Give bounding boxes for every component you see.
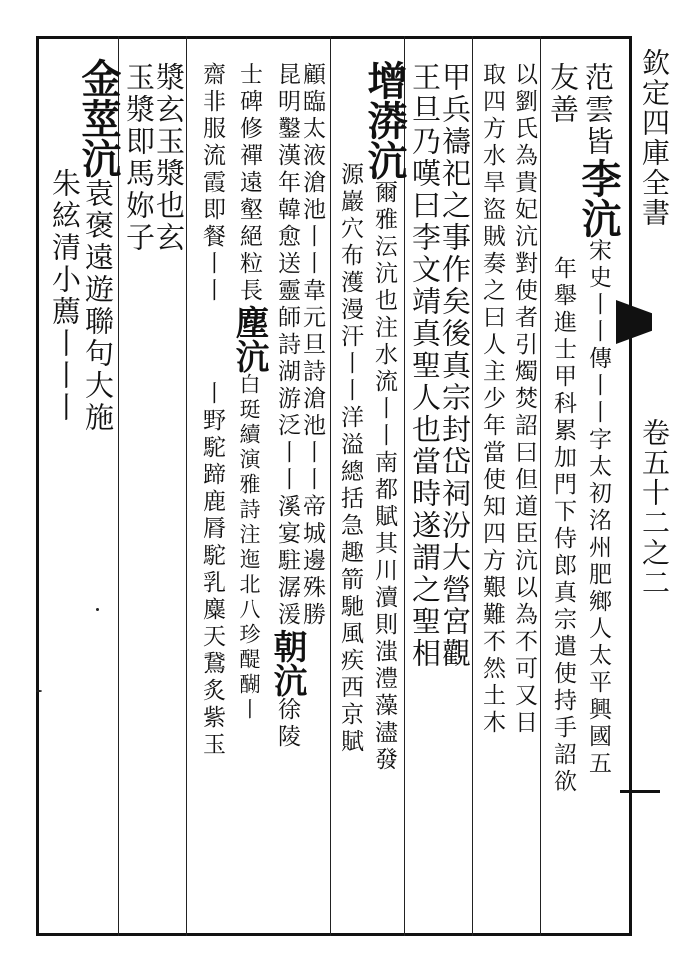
column-text: 范雲皆 (581, 62, 615, 158)
column-text: 漿玄玉漿也玄 (152, 62, 186, 254)
text-column-6 (408, 62, 442, 670)
text-column-12 (200, 62, 223, 759)
ink-speck (36, 690, 42, 692)
text-column-15 (75, 58, 122, 434)
column-text: 昆明鑿漢年韓愈送靈師詩湖游泛丨丨溪宴駐潺湲 (274, 62, 300, 629)
text-column-7 (361, 60, 408, 774)
headword: 漭沆 (361, 100, 408, 180)
column-text: 源巖穴布濩漫汗丨丨洋溢總括急趣箭馳風疾西京賦 (337, 162, 363, 756)
column-text: 齋非服流霞即餐丨丨 (199, 62, 225, 305)
text-column-16 (48, 168, 82, 424)
margin-volume-label: 卷五十二之二 (638, 418, 671, 598)
column-text: 甲兵禱祀之事作矣後真宗封岱祠汾大營宮觀 (438, 62, 472, 670)
margin-book-title: 欽定四庫全書 (638, 48, 671, 228)
text-column-13 (152, 62, 186, 254)
column-text: 士碑修禪遠壑絕粒長 (236, 62, 262, 305)
text-column-2 (546, 62, 580, 796)
text-column-4 (480, 62, 503, 737)
text-column-11 (229, 62, 269, 723)
column-text: 爾雅沄沆也注水流丨丨南都賦其川瀆則滍澧藻濜發 (371, 180, 397, 774)
ink-speck (96, 608, 99, 611)
text-column-5 (438, 62, 472, 670)
column-rule (186, 36, 187, 936)
text-column-1 (575, 62, 622, 778)
column-text: 徐陵 (274, 697, 300, 751)
headword: 朝沆 (267, 629, 307, 697)
column-text: 顧臨太液滄池丨丨韋元旦詩滄池丨丨帝城邊殊勝 (299, 62, 325, 629)
column-text: 朱絃清小薦丨丨丨 (48, 168, 82, 424)
column-text: 以劉氏為貴妃沆對使者引燭焚詔曰但道臣沆以為不可又日 (511, 62, 537, 737)
headword: 塵沆 (229, 305, 269, 373)
column-text: 年舉進士甲科累加門下侍郎真宗遣使持手詔欲 (550, 256, 576, 796)
headword: 金莖沆 (75, 58, 122, 178)
column-text: 白珽續演雅詩注迤北八珍醍醐丨 (237, 373, 261, 723)
text-column-10 (267, 62, 307, 751)
headword-prefix: 增 (361, 60, 408, 100)
text-column-3 (512, 62, 535, 737)
column-text: 王旦乃嘆曰李文靖真聖人也當時遂謂之聖相 (408, 62, 442, 670)
column-text: 丨野駝蹄鹿脣駝乳麋天鵞炙紫玉 (199, 381, 225, 759)
column-rule (330, 36, 331, 936)
fish-tail-mark (616, 300, 652, 344)
column-text: 宋史丨丨傳丨丨字太初洺州肥鄉人太平興國五 (585, 238, 611, 778)
column-rule (540, 36, 541, 936)
column-text: 玉漿即馬妳子 (122, 62, 156, 254)
headword: 李沆 (575, 158, 622, 238)
column-text: 友善 (546, 62, 580, 126)
fish-tail-line (620, 790, 660, 793)
text-column-8 (338, 162, 361, 756)
column-text: 取四方水旱盜賊奏之曰人主少年當使知四方艱難不然土木 (479, 62, 505, 737)
column-rule (472, 36, 473, 936)
text-column-14 (122, 62, 156, 254)
column-text: 袁褒遠遊聯句大施 (81, 178, 115, 434)
